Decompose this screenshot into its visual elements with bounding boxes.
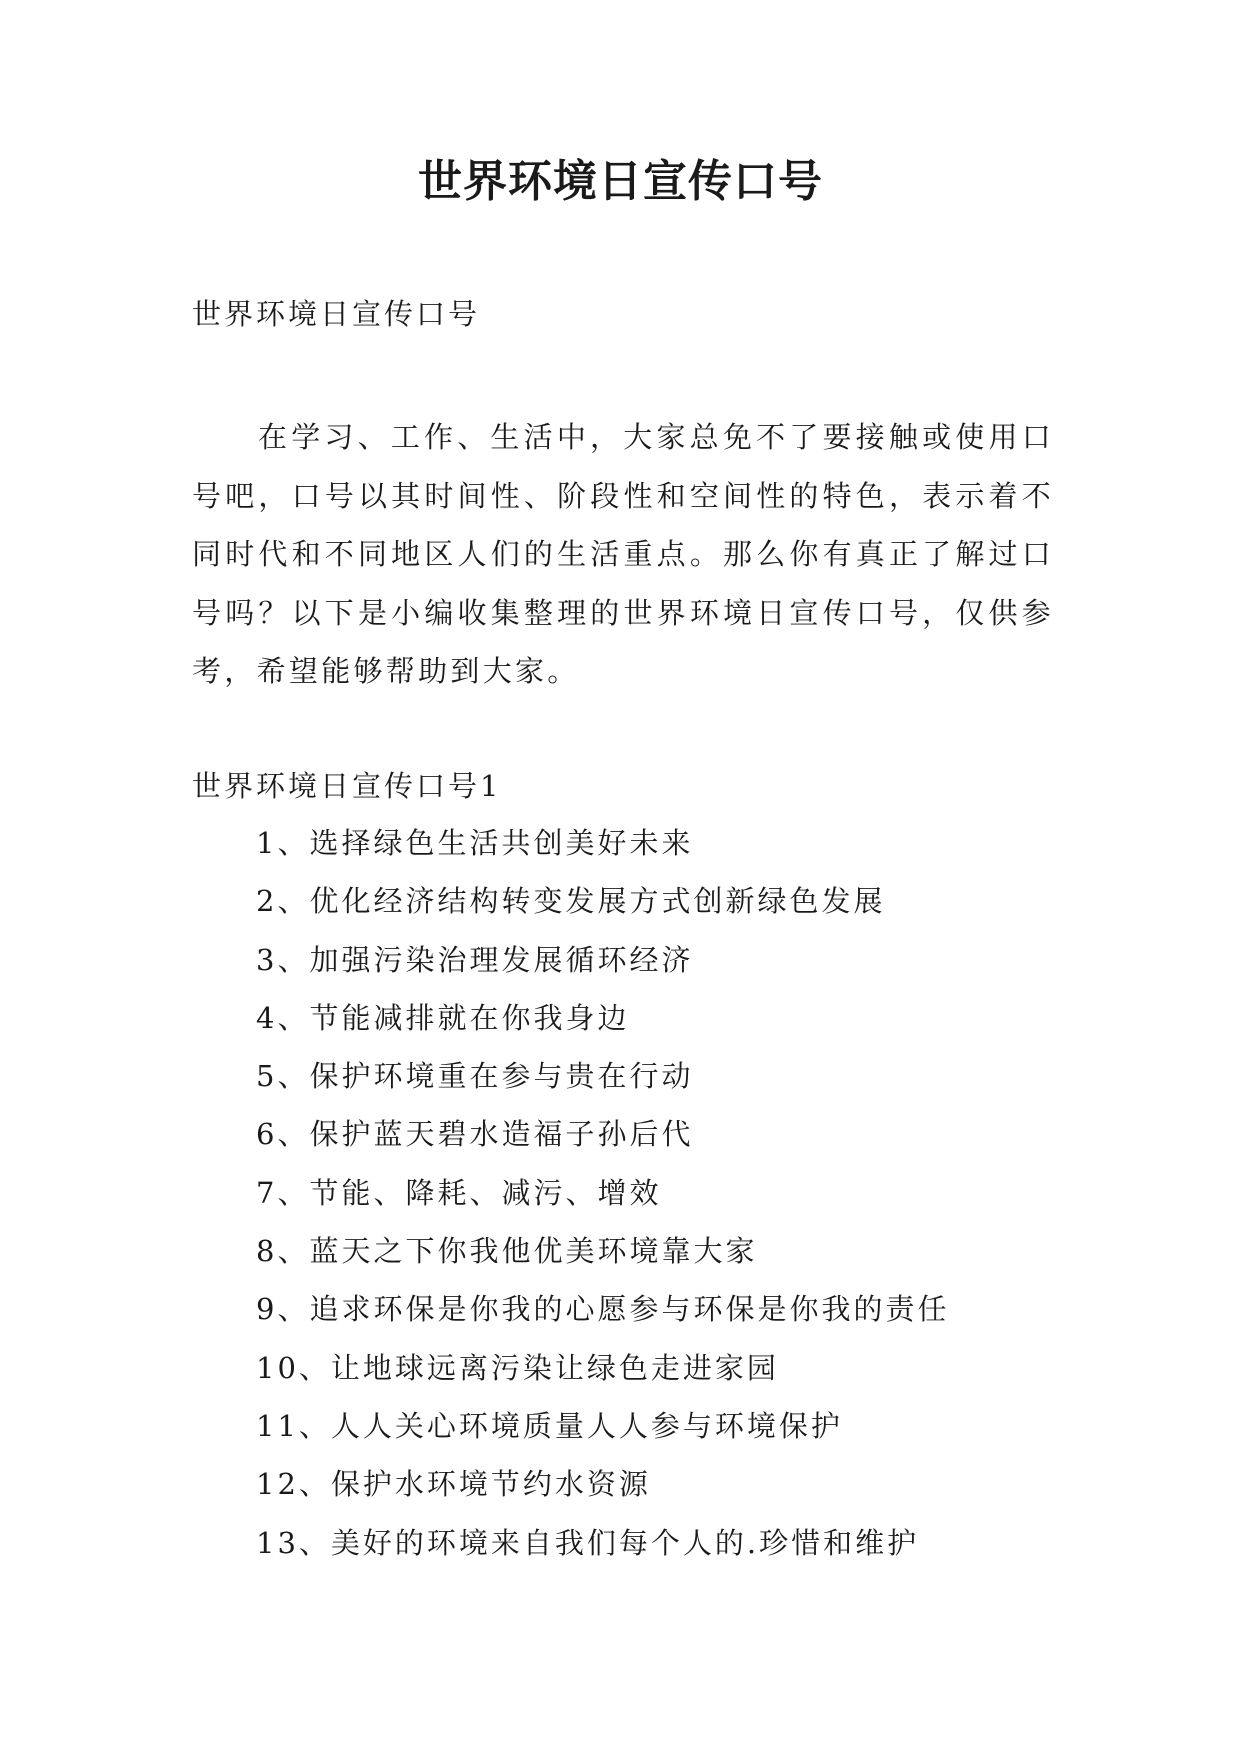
slogan-item-8: 8、蓝天之下你我他优美环境靠大家 <box>256 1234 758 1269</box>
slogan-item-9: 9、追求环保是你我的心愿参与环保是你我的责任 <box>256 1292 950 1327</box>
slogan-item-7: 7、节能、降耗、减污、增效 <box>256 1175 662 1210</box>
slogan-item-13: 13、美好的环境来自我们每个人的.珍惜和维护 <box>256 1525 920 1560</box>
slogan-item-12: 12、保护水环境节约水资源 <box>256 1467 651 1502</box>
slogan-item-1: 1、选择绿色生活共创美好未来 <box>256 826 694 860</box>
intro-paragraph: 在学习、工作、生活中，大家总免不了要接触或使用口号吧，口号以其时间性、阶段性和空间性的特色，表示着不同时代和不同地区人们的生活重点。那么你有真正了解过口号吗？以下是小编收集整理的世界环境日宣传口号，仅供参考，希望能够帮助到大家。 <box>192 420 1054 688</box>
slogan-list <box>256 823 949 1581</box>
slogan-item-10: 10、让地球远离污染让绿色走进家园 <box>256 1350 779 1385</box>
document-title: 世界环境日宣传口号 <box>418 156 823 207</box>
section-heading: 世界环境日宣传口号1 <box>192 769 502 803</box>
slogan-item-2: 2、优化经济结构转变发展方式创新绿色发展 <box>256 884 886 919</box>
slogan-item-6: 6、保护蓝天碧水造福子孙后代 <box>256 1117 694 1152</box>
slogan-item-11: 11、人人关心环境质量人人参与环境保护 <box>256 1408 843 1443</box>
slogan-item-4: 4、节能减排就在你我身边 <box>256 1000 630 1035</box>
slogan-item-5: 5、保护环境重在参与贵在行动 <box>256 1059 694 1094</box>
document-subtitle: 世界环境日宣传口号 <box>192 297 481 331</box>
slogan-item-3: 3、加强污染治理发展循环经济 <box>256 942 694 977</box>
